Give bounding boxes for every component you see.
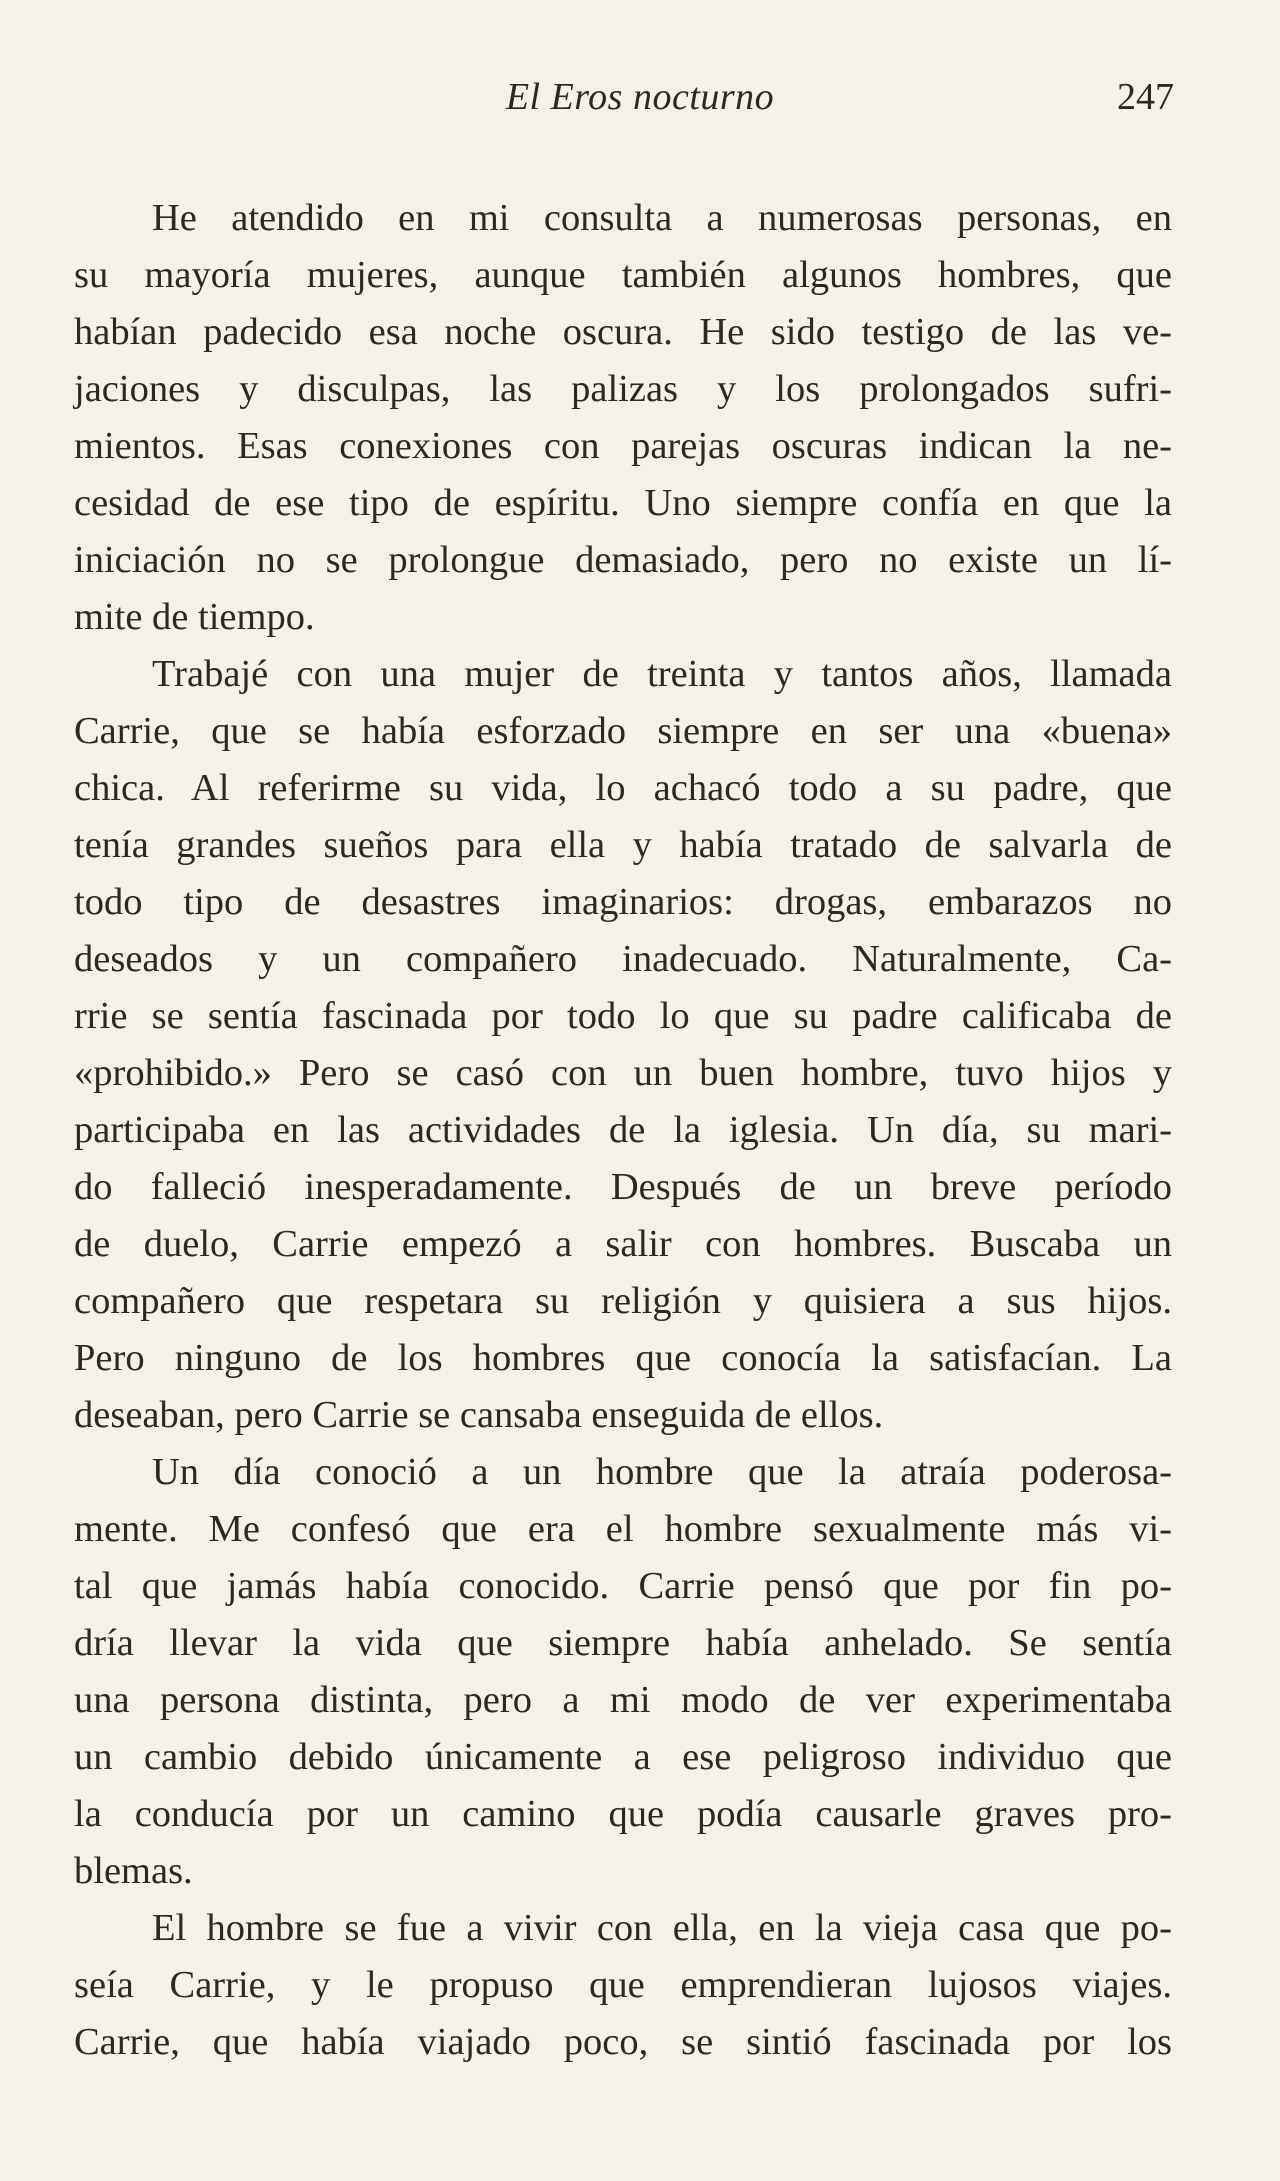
paragraph-2	[74, 646, 1172, 1444]
text-line: jaciones y disculpas, las palizas y los prolongados sufri-	[74, 368, 1172, 410]
text-line: habían padecido esa noche oscura. He sido testigo de las ve-	[74, 311, 1172, 353]
body-text	[74, 190, 1172, 2071]
text-line: deseaban, pero Carrie se cansaba enseguida de ellos.	[74, 1394, 884, 1436]
text-line: seía Carrie, y le propuso que emprendieran lujosos viajes.	[74, 1964, 1172, 2006]
text-line: una persona distinta, pero a mi modo de ver experimentaba	[74, 1679, 1172, 1721]
text-line: dría llevar la vida que siempre había anhelado. Se sentía	[74, 1622, 1172, 1664]
text-line: do falleció inesperadamente. Después de un breve período	[74, 1166, 1172, 1208]
text-line: la conducía por un camino que podía causarle graves pro-	[74, 1793, 1172, 1835]
text-line: todo tipo de desastres imaginarios: drogas, embarazos no	[74, 881, 1172, 923]
text-line: iniciación no se prolongue demasiado, pero no existe un lí-	[74, 539, 1172, 581]
text-line: He atendido en mi consulta a numerosas personas, en	[152, 197, 1172, 239]
text-line: rrie se sentía fascinada por todo lo que su padre calificaba de	[74, 995, 1172, 1037]
text-line: Carrie, que se había esforzado siempre en ser una «buena»	[74, 710, 1172, 752]
paragraph-3	[74, 1444, 1172, 1900]
running-title: El Eros nocturno	[505, 76, 775, 118]
text-line: chica. Al referirme su vida, lo achacó todo a su padre, que	[74, 767, 1172, 809]
text-line: participaba en las actividades de la iglesia. Un día, su mari-	[74, 1109, 1172, 1151]
paragraph-1	[74, 190, 1172, 646]
text-line: El hombre se fue a vivir con ella, en la vieja casa que po-	[152, 1907, 1172, 1949]
text-line: deseados y un compañero inadecuado. Naturalmente, Ca-	[74, 938, 1172, 980]
paragraph-4	[74, 1900, 1172, 2071]
text-line: su mayoría mujeres, aunque también algunos hombres, que	[74, 254, 1172, 296]
text-line: Pero ninguno de los hombres que conocía la satisfacían. La	[74, 1337, 1172, 1379]
page-number: 247	[1117, 76, 1174, 118]
text-line: de duelo, Carrie empezó a salir con hombres. Buscaba un	[74, 1223, 1172, 1265]
text-line: Carrie, que había viajado poco, se sintió fascinada por los	[74, 2021, 1172, 2063]
text-line: «prohibido.» Pero se casó con un buen hombre, tuvo hijos y	[74, 1052, 1172, 1094]
text-line: Trabajé con una mujer de treinta y tantos años, llamada	[152, 653, 1172, 695]
text-line: cesidad de ese tipo de espíritu. Uno siempre confía en que la	[74, 482, 1172, 524]
text-line: blemas.	[74, 1850, 193, 1892]
text-line: mite de tiempo.	[74, 596, 315, 638]
text-line: compañero que respetara su religión y quisiera a sus hijos.	[74, 1280, 1172, 1322]
text-line: tenía grandes sueños para ella y había tratado de salvarla de	[74, 824, 1172, 866]
text-line: mente. Me confesó que era el hombre sexualmente más vi-	[74, 1508, 1172, 1550]
text-line: tal que jamás había conocido. Carrie pensó que por fin po-	[74, 1565, 1172, 1607]
text-line: Un día conoció a un hombre que la atraía poderosa-	[152, 1451, 1172, 1493]
text-line: mientos. Esas conexiones con parejas oscuras indican la ne-	[74, 425, 1172, 467]
text-line: un cambio debido únicamente a ese peligroso individuo que	[74, 1736, 1172, 1778]
